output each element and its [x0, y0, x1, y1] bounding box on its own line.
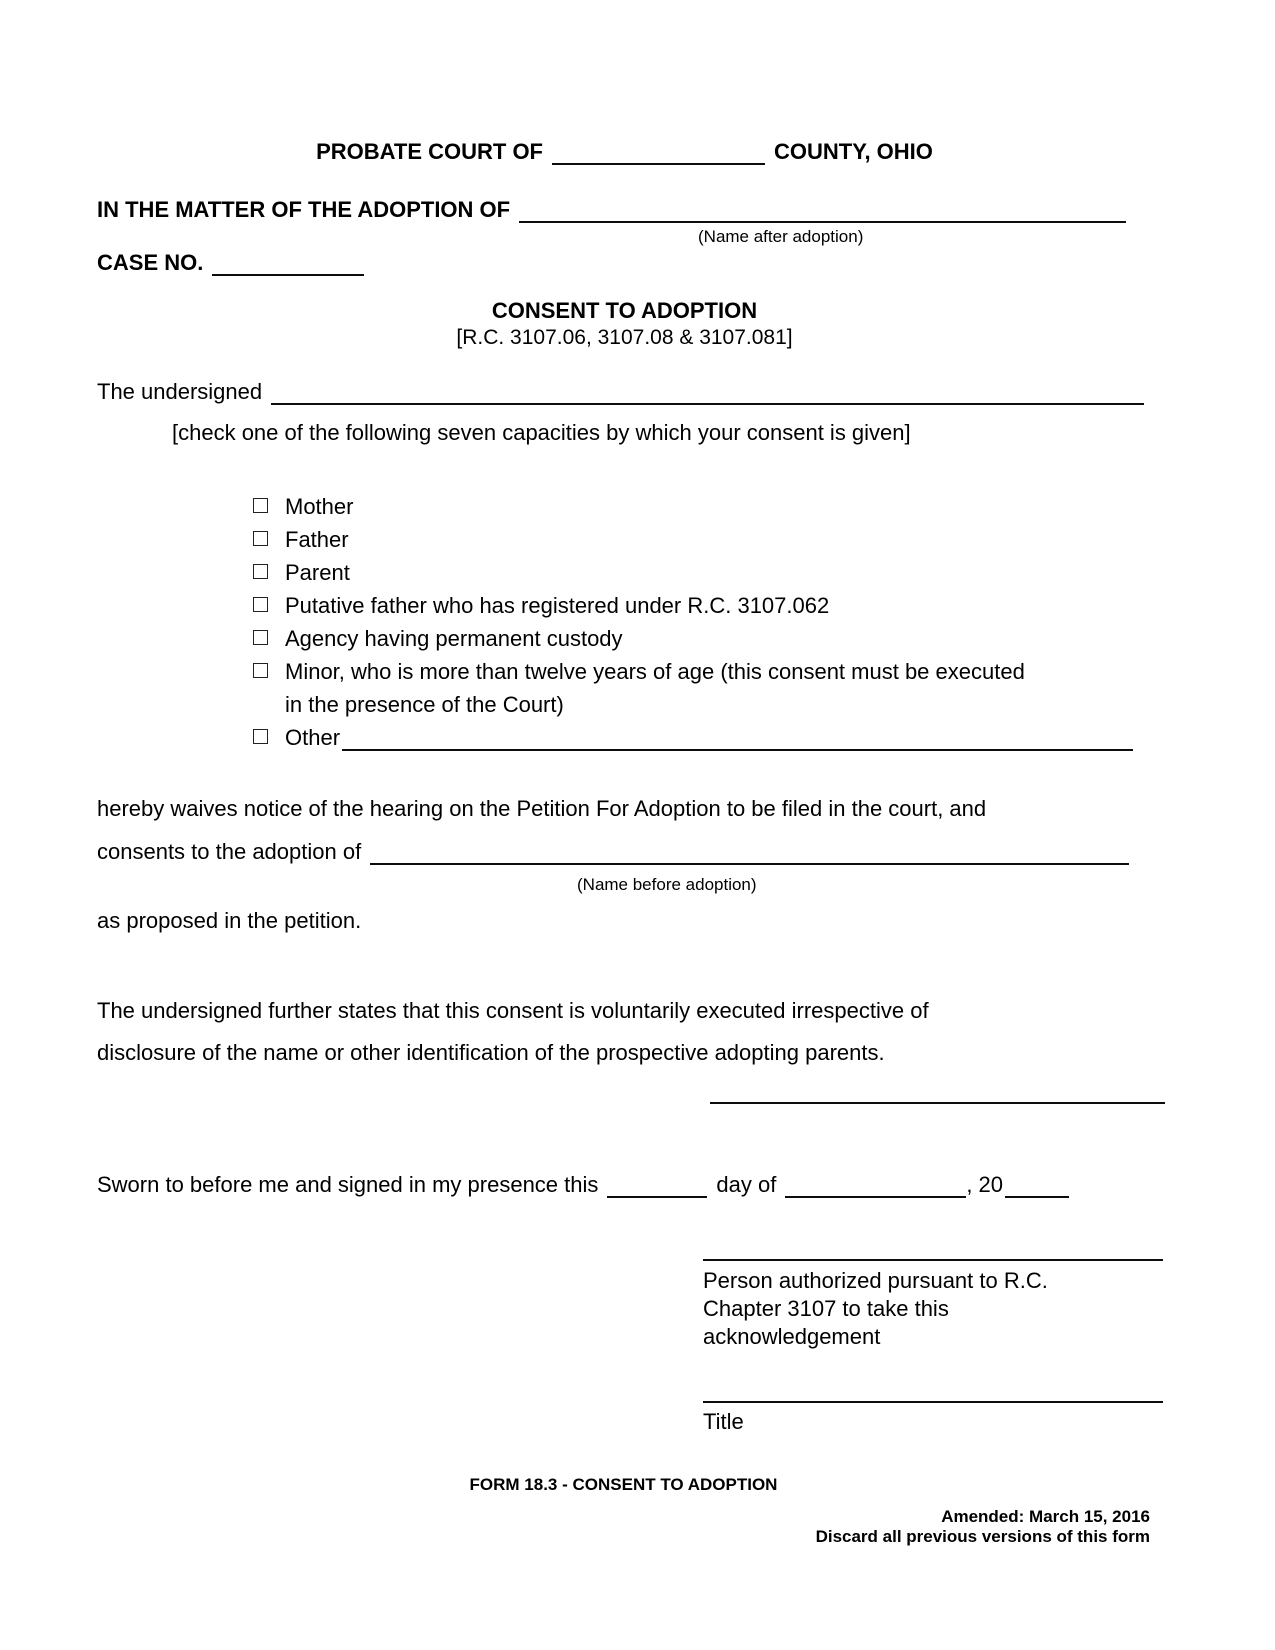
case-number-blank[interactable] — [212, 250, 364, 276]
capacity-label: Parent — [285, 560, 350, 585]
sworn-year-blank[interactable] — [1005, 1172, 1069, 1198]
authorized-caption-line-1: Person authorized pursuant to R.C. — [703, 1268, 1048, 1293]
sworn-text: Sworn to before me and signed in my presence this — [97, 1172, 599, 1197]
name-after-adoption-blank[interactable] — [519, 197, 1126, 223]
checkbox-agency-icon[interactable] — [253, 630, 268, 645]
case-number-line — [97, 246, 372, 276]
capacity-label: Putative father who has registered under R.C. 3107.062 — [285, 593, 830, 618]
waiver-text: hereby waives notice of the hearing on the Petition For Adoption to be filed in the court, and — [97, 796, 987, 821]
capacity-row-parent — [253, 556, 1133, 589]
matter-label: IN THE MATTER OF THE ADOPTION OF — [97, 197, 511, 222]
capacity-label: Agency having permanent custody — [285, 626, 623, 651]
capacity-label: Other — [285, 725, 341, 750]
authorized-person-caption — [703, 1267, 1113, 1351]
court-heading — [0, 138, 1262, 165]
county-name-blank[interactable] — [552, 139, 765, 165]
checkbox-parent-icon[interactable] — [253, 564, 268, 579]
checkbox-minor-icon[interactable] — [253, 663, 268, 678]
checkbox-other-icon[interactable] — [253, 729, 268, 744]
capacity-instruction: [check one of the following seven capacities by which your consent is given] — [172, 420, 911, 445]
authorized-caption-line-3: acknowledgement — [703, 1324, 881, 1349]
sworn-day-of-label: day of — [716, 1172, 777, 1197]
name-before-adoption-caption: (Name before adoption) — [577, 875, 757, 894]
form-title: CONSENT TO ADOPTION — [491, 298, 758, 323]
checkbox-father-icon[interactable] — [253, 531, 268, 546]
sworn-year-prefix: , 20 — [966, 1172, 1004, 1197]
capacity-label: Mother — [285, 494, 354, 519]
capacity-row-agency — [253, 622, 1133, 655]
consents-label: consents to the adoption of — [97, 839, 362, 864]
undersigned-label: The undersigned — [97, 379, 263, 404]
capacity-row-other — [253, 721, 1133, 754]
matter-line — [97, 193, 1126, 223]
checkbox-mother-icon[interactable] — [253, 498, 268, 513]
petition-text: as proposed in the petition. — [97, 908, 362, 933]
consents-line — [97, 837, 1129, 865]
footer-discard-notice: Discard all previous versions of this form — [815, 1527, 1150, 1546]
capacity-label: Father — [285, 527, 349, 552]
name-after-adoption-caption: (Name after adoption) — [698, 227, 864, 246]
sworn-day-blank[interactable] — [607, 1172, 707, 1198]
court-heading-prefix: PROBATE COURT OF — [316, 139, 543, 164]
capacity-list — [253, 490, 1133, 754]
footer-form-id: FORM 18.3 - CONSENT TO ADOPTION — [469, 1475, 778, 1494]
capacity-row-putative-father — [253, 589, 1133, 622]
undersigned-line — [97, 375, 1144, 405]
capacity-other-blank[interactable] — [342, 721, 1133, 751]
sworn-line — [97, 1170, 1161, 1198]
capacity-row-mother — [253, 490, 1133, 523]
authorized-caption-line-2: Chapter 3107 to take this — [703, 1296, 949, 1321]
undersigned-name-blank[interactable] — [271, 379, 1144, 405]
case-number-label: CASE NO. — [97, 250, 204, 275]
form-statutes: [R.C. 3107.06, 3107.08 & 3107.081] — [456, 326, 793, 349]
checkbox-putative-father-icon[interactable] — [253, 597, 268, 612]
name-before-adoption-blank[interactable] — [370, 839, 1129, 865]
consenter-signature-line[interactable] — [710, 1084, 1165, 1104]
authorized-person-signature-line[interactable] — [703, 1241, 1163, 1261]
court-heading-suffix: COUNTY, OHIO — [774, 139, 933, 164]
title-caption: Title — [703, 1409, 744, 1434]
voluntary-line-2: disclosure of the name or other identification of the prospective adopting parents. — [97, 1040, 885, 1065]
sworn-month-blank[interactable] — [785, 1172, 966, 1198]
capacity-row-minor — [253, 655, 1133, 721]
footer-amended-date: Amended: March 15, 2016 — [941, 1507, 1150, 1526]
capacity-label: Minor, who is more than twelve years of age (this consent must be executed in the presence of the Court) — [285, 659, 1025, 717]
voluntary-line-1: The undersigned further states that this consent is voluntarily executed irrespective of — [97, 998, 929, 1023]
title-line[interactable] — [703, 1383, 1163, 1403]
capacity-row-father — [253, 523, 1133, 556]
